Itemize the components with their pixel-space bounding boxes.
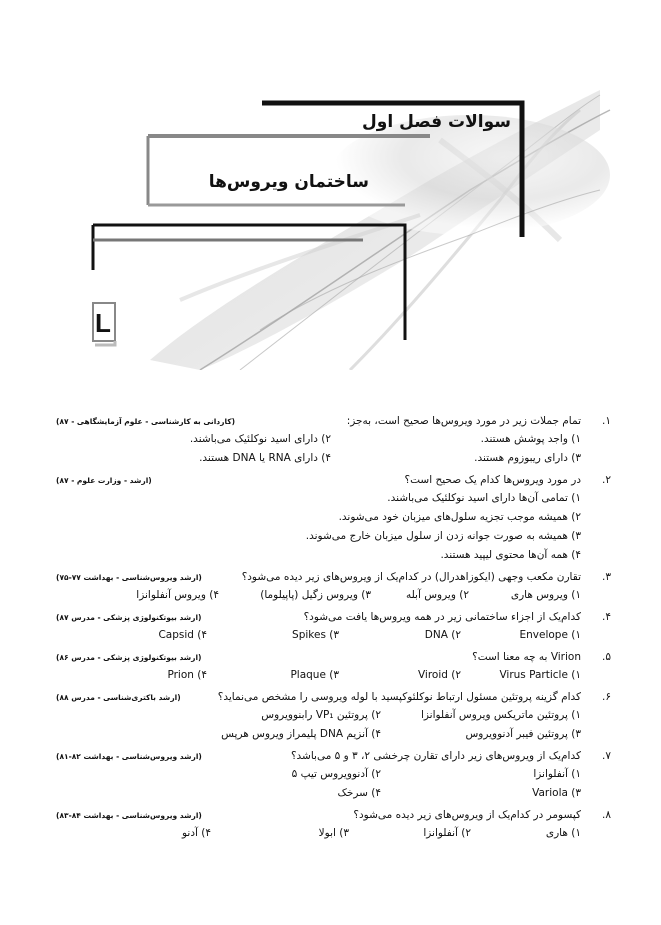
option-4[interactable]: ۴) Capsid bbox=[158, 629, 207, 641]
option-1[interactable]: ۱) واجد پوشش هستند. bbox=[480, 433, 581, 445]
question-source: (ارشد بیوتکنولوژی پزشکی - مدرس ۸۶) bbox=[56, 653, 202, 662]
question-5 bbox=[56, 648, 611, 685]
option-4[interactable]: ۴) همه آن‌ها محتوی لیپید هستند. bbox=[440, 549, 581, 561]
option-3[interactable]: ۳) ابولا bbox=[318, 827, 349, 839]
option-4[interactable]: ۴) سرخک bbox=[337, 787, 381, 799]
question-text: کدام گزینه پروتئین مسئول ارتباط نوکلئوکپسید با لوله ویروسی را مشخص می‌نماید؟ bbox=[217, 691, 581, 703]
chapter-header-graphic bbox=[0, 0, 661, 370]
option-2[interactable]: ۲) ویروس آبله bbox=[405, 589, 469, 601]
question-text: Virion به چه معنا است؟ bbox=[472, 651, 581, 663]
question-text: کپسومر در کدام‌یک از ویروس‌های زیر دیده می‌شود؟ bbox=[353, 809, 581, 821]
question-source: (ارشد ویروس‌شناسی - بهداشت ۷۷-۷۵) bbox=[56, 573, 202, 582]
question-source: (کاردانی به کارشناسی - علوم آزمایشگاهی - ۸۷) bbox=[56, 417, 236, 426]
option-4[interactable]: ۴) Prion bbox=[167, 669, 207, 681]
question-text: تقارن مکعب وجهی (ایکوزاهدرال) در کدام‌یک از ویروس‌های زیر دیده می‌شود؟ bbox=[241, 571, 581, 583]
question-source: (ارشد ویروس‌شناسی - بهداشت ۸۲-۸۱) bbox=[56, 752, 202, 761]
question-number: ۴. bbox=[602, 611, 611, 623]
subject-title: ساختمان ویروس‌ها bbox=[208, 172, 369, 192]
question-source: (ارشد باکتری‌شناسی - مدرس ۸۸) bbox=[56, 693, 181, 702]
question-text: در مورد ویروس‌ها کدام یک صحیح است؟ bbox=[404, 474, 581, 486]
option-3[interactable]: ۳) دارای ریبوزوم هستند. bbox=[474, 452, 581, 464]
option-3[interactable]: ۳) پروتئین فیبر آدنوویروس bbox=[465, 728, 581, 740]
option-2[interactable]: ۲) DNA bbox=[424, 629, 461, 641]
option-2[interactable]: ۲) همیشه موجب تجزیه سلول‌های میزبان خود می‌شوند. bbox=[338, 511, 581, 523]
question-number: ۵. bbox=[602, 651, 611, 663]
option-2[interactable]: ۲) پروتئین VP₁ رابنوویروس bbox=[261, 709, 381, 721]
option-2[interactable]: ۲) Viroid bbox=[417, 669, 461, 681]
question-number: ۶. bbox=[602, 691, 611, 703]
question-source: (ارشد ویروس‌شناسی - بهداشت ۸۴-۸۳) bbox=[56, 811, 202, 820]
question-source: (ارشد - وزارت علوم - ۸۷) bbox=[56, 476, 152, 485]
question-6 bbox=[56, 688, 611, 744]
question-source: (ارشد بیوتکنولوژی پزشکی - مدرس ۸۷) bbox=[56, 613, 202, 622]
question-text: کدام‌یک از ویروس‌های زیر دارای تقارن چرخشی ۲، ۳ و ۵ می‌باشد؟ bbox=[290, 750, 581, 762]
question-8 bbox=[56, 806, 611, 843]
question-text: کدام‌یک از اجزاء ساختمانی زیر در همه ویروس‌ها یافت می‌شود؟ bbox=[303, 611, 581, 623]
question-2 bbox=[56, 471, 611, 565]
option-1[interactable]: ۱) پروتئین ماتریکس ویروس آنفلوانزا bbox=[420, 709, 581, 721]
question-number: ۳. bbox=[602, 571, 611, 583]
question-3 bbox=[56, 568, 611, 605]
option-3[interactable]: ۳) همیشه به صورت جوانه زدن از سلول میزبان خارج می‌شوند. bbox=[305, 530, 581, 542]
option-2[interactable]: ۲) دارای اسید نوکلئیک می‌باشند. bbox=[189, 433, 331, 445]
option-4[interactable]: ۴) آدنو bbox=[181, 827, 211, 839]
option-3[interactable]: ۳) Spikes bbox=[292, 629, 339, 641]
option-1[interactable]: ۱) Virus Particle bbox=[499, 669, 581, 681]
question-number: ۸. bbox=[602, 809, 611, 821]
question-4 bbox=[56, 608, 611, 645]
option-4[interactable]: ۴) آنزیم DNA پلیمراز ویروس هرپس bbox=[221, 728, 381, 740]
question-number: ۱. bbox=[602, 415, 611, 427]
question-7 bbox=[56, 747, 611, 803]
option-3[interactable]: ۳) Variola bbox=[532, 787, 581, 799]
option-3[interactable]: ۳) Plaque bbox=[290, 669, 339, 681]
option-1[interactable]: ۱) تمامی آن‌ها دارای اسید نوکلئیک می‌باشند. bbox=[387, 492, 581, 504]
option-2[interactable]: ۲) آنفلوانزا bbox=[423, 827, 471, 839]
chapter-title: سوالات فصل اول bbox=[362, 112, 511, 132]
option-1[interactable]: ۱) Envelope bbox=[519, 629, 581, 641]
option-2[interactable]: ۲) آدنوویروس تیپ ۵ bbox=[291, 768, 381, 780]
question-number: ۷. bbox=[602, 750, 611, 762]
option-4[interactable]: ۴) ویروس آنفلوانزا bbox=[136, 589, 219, 601]
chapter-letter: L bbox=[95, 308, 111, 338]
option-1[interactable]: ۱) آنفلوانزا bbox=[533, 768, 581, 780]
question-number: ۲. bbox=[602, 474, 611, 486]
option-1[interactable]: ۱) هاری bbox=[545, 827, 581, 839]
question-text: تمام جملات زیر در مورد ویروس‌ها صحیح است، به‌جز: bbox=[346, 415, 581, 427]
option-3[interactable]: ۳) ویروس زگیل (پاپیلوما) bbox=[260, 589, 371, 601]
question-1 bbox=[56, 412, 611, 468]
option-4[interactable]: ۴) دارای RNA یا DNA هستند. bbox=[199, 452, 331, 464]
option-1[interactable]: ۱) ویروس هاری bbox=[510, 589, 581, 601]
